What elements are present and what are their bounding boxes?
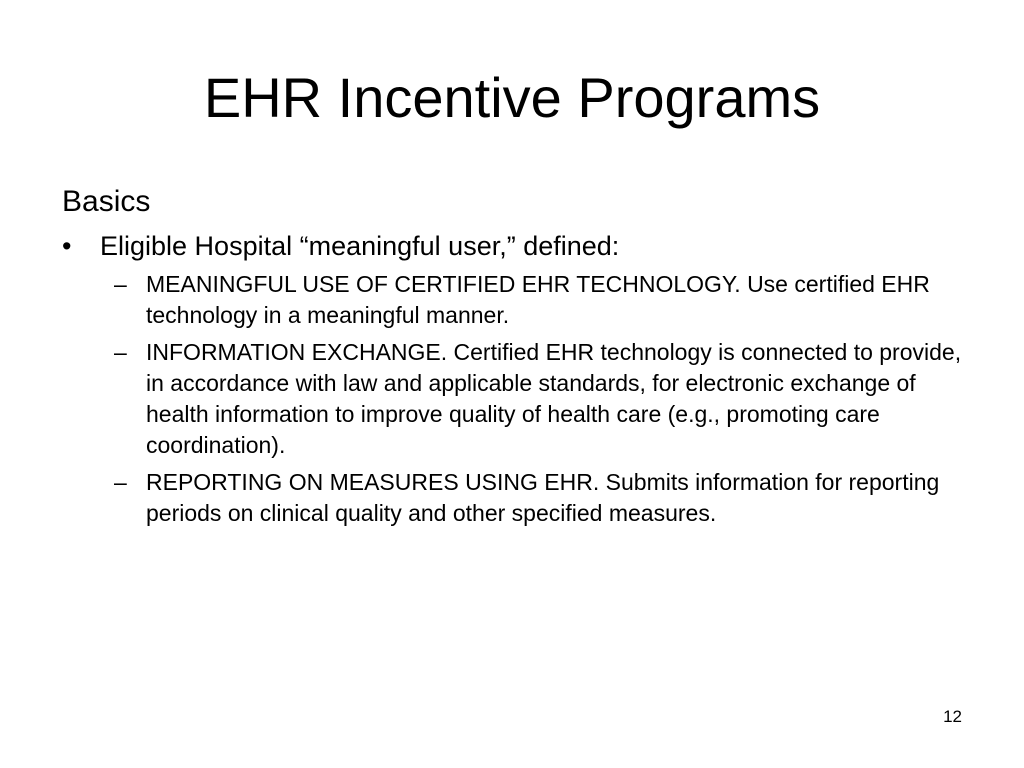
bullet-item (62, 229, 972, 263)
slide-title: EHR Incentive Programs (203, 66, 821, 129)
sub-bullet-item (62, 269, 972, 331)
sub-bullet-item (62, 337, 972, 461)
sub-bullet-text: INFORMATION EXCHANGE. Certified EHR technology is connected to provide, in accordance with law and applicable standards, for electronic exchange of health information to improve quality of health care (e.g., promoting care coordination). (146, 339, 962, 458)
slide-body (62, 183, 972, 535)
dash-marker: – (114, 271, 127, 297)
sub-bullet-text: REPORTING ON MEASURES USING EHR. Submits information for reporting periods on clinical quality and other specified measures. (146, 469, 940, 526)
dash-marker: – (114, 339, 127, 365)
section-heading: Basics (62, 185, 151, 218)
sub-bullet-item (62, 467, 972, 529)
dash-marker: – (114, 469, 127, 495)
bullet-text: Eligible Hospital “meaningful user,” defined: (100, 231, 620, 261)
bullet-marker: • (62, 231, 72, 261)
page-number: 12 (943, 707, 962, 726)
sub-bullet-text: MEANINGFUL USE OF CERTIFIED EHR TECHNOLOGY. Use certified EHR technology in a meaningful manner. (146, 271, 930, 328)
sub-bullet-list (62, 269, 972, 529)
